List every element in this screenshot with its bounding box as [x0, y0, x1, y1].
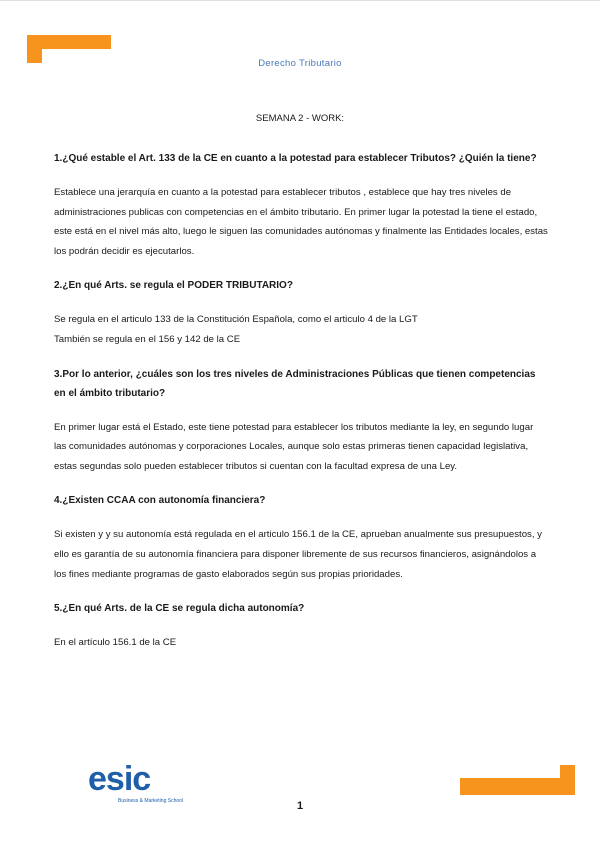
question: 5.¿En qué Arts. de la CE se regula dicha autonomía?: [54, 603, 305, 615]
answer-paragraph: Se regula en el articulo 133 de la Constitución Española, como el articulo 4 de la LGT: [54, 314, 418, 326]
corner-bracket-bottom-right: [460, 765, 575, 795]
logo-subtext: Business & Marketing School: [118, 798, 184, 804]
question: 3.Por lo anterior, ¿cuáles son los tres niveles de Administraciones Públicas que tienen competencias en el ámbito tributario?: [54, 368, 536, 399]
question: 4.¿Existen CCAA con autonomía financiera?: [54, 495, 266, 507]
qa-item: [54, 491, 548, 584]
answer: [54, 310, 548, 349]
qa-item: [54, 365, 548, 477]
answer: [54, 525, 548, 584]
header-title: Derecho Tributario: [258, 58, 342, 69]
page-top-border: [0, 0, 600, 1]
answer: [54, 183, 548, 261]
question: 2.¿En qué Arts. se regula el PODER TRIBUTARIO?: [54, 280, 293, 292]
qa-item: [54, 599, 548, 653]
qa-item: [54, 276, 548, 349]
answer: [54, 633, 548, 653]
document-heading: SEMANA 2 - WORK:: [255, 113, 345, 124]
answer-paragraph: También se regula en el 156 y 142 de la CE: [54, 333, 241, 345]
answer-paragraph: En primer lugar está el Estado, este tiene potestad para establecer los tributos mediante la ley, en segundo lugar las comunidades autónomas y corporaciones Locales, aunque solo estas primeras tienen capacidad legislativa, estas segundas solo pueden establecer tributos si cuentan con la facultad expresa de una Ley.: [54, 421, 534, 472]
document-body: [54, 149, 548, 668]
corner-bracket-horizontal: [460, 778, 575, 795]
logo-wordmark: esic: [88, 760, 151, 798]
answer: [54, 418, 548, 477]
answer-paragraph: Si existen y y su autonomía está regulada en el articulo 156.1 de la CE, aprueban anualmente sus presupuestos, y ello es garantía de su autonomía financiera para disponer libremente de sus recursos financieros, asignándolos a los fines mediante programas de gasto elaborados según sus propias prioridades.: [54, 529, 542, 580]
corner-bracket-vertical: [560, 765, 575, 795]
qa-item: [54, 149, 548, 261]
question: 1.¿Qué estable el Art. 133 de la CE en cuanto a la potestad para establecer Tributos? ¿Quién la tiene?: [54, 153, 537, 164]
page-number: 1: [296, 800, 304, 812]
answer-paragraph: Establece una jerarquía en cuanto a la potestad para establecer tributos , establece que hay tres niveles de administraciones publicas con competencias en el ámbito tributario. En primer lugar la potestad la tiene el estado, este está en el nivel más alto, luego le siguen las comunidades autónomas y finalmente las Entidades locales, estas los podrán decidir es ejecutarlos.: [54, 187, 548, 257]
answer-paragraph: En el artículo 156.1 de la CE: [54, 637, 177, 649]
